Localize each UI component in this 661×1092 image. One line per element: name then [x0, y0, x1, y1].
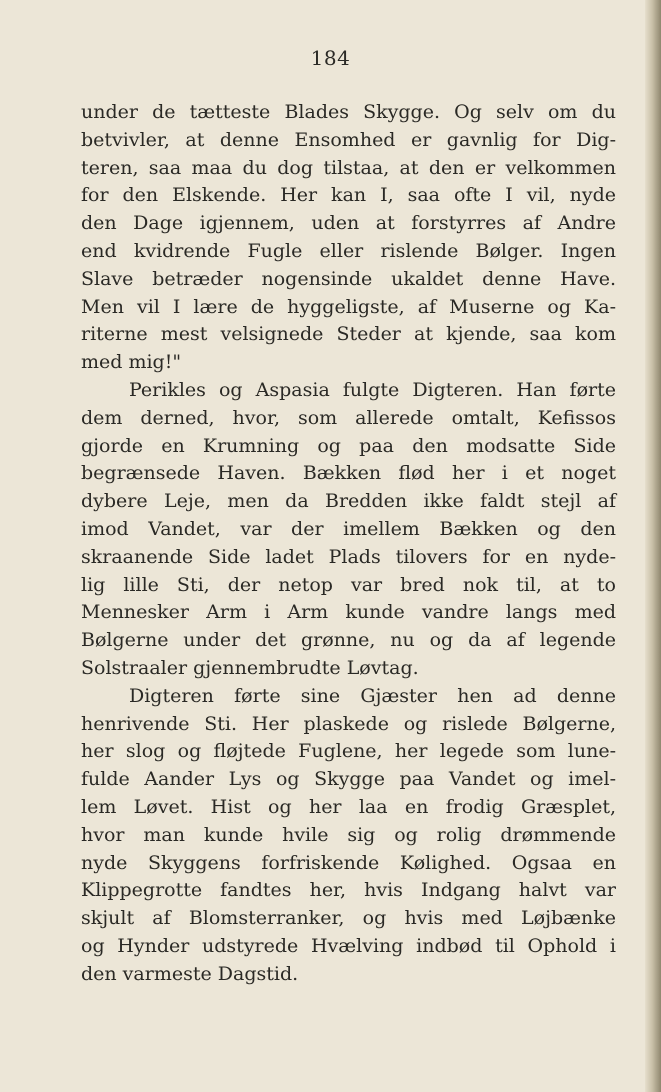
- text-line: riterne mest velsignede Steder at kjende, saa kom: [81, 323, 616, 346]
- text-line: den varmeste Dagstid.: [81, 962, 299, 985]
- text-line: end kvidrende Fugle eller rislende Bølger. Ingen: [81, 239, 616, 262]
- text-line: dem derned, hvor, som allerede omtalt, Kefissos: [81, 406, 616, 429]
- text-line: Men vil I lære de hyggeligste, af Muserne og Ka-: [81, 295, 616, 318]
- text-line: Slave betræder nogensinde ukaldet denne Have.: [81, 267, 616, 290]
- text-line: betvivler, at denne Ensomhed er gavnlig for Dig-: [81, 128, 616, 151]
- text-line: imod Vandet, var der imellem Bækken og den: [81, 517, 616, 540]
- text-line: skraanende Side ladet Plads tilovers for en nyde-: [81, 545, 616, 568]
- text-line: begrænsede Haven. Bækken flød her i et noget: [81, 462, 616, 485]
- text-line: lem Løvet. Hist og her laa en frodig Græsplet,: [81, 795, 616, 818]
- text-line: Mennesker Arm i Arm kunde vandre langs med: [81, 601, 616, 624]
- text-line: gjorde en Krumning og paa den modsatte Side: [81, 434, 616, 457]
- text-line: henrivende Sti. Her plaskede og rislede Bølgerne,: [81, 712, 616, 735]
- body-text: [81, 99, 616, 989]
- text-line: Perikles og Aspasia fulgte Digteren. Han førte: [129, 378, 616, 401]
- text-line: Digteren førte sine Gjæster hen ad denne: [129, 684, 616, 707]
- page-number: 184: [310, 46, 351, 70]
- text-line: lig lille Sti, der netop var bred nok til, at to: [81, 573, 616, 596]
- text-line: dybere Leje, men da Bredden ikke faldt stejl af: [81, 490, 616, 513]
- text-line: Klippegrotte fandtes her, hvis Indgang halvt var: [81, 879, 616, 902]
- text-line: her slog og fløjtede Fuglene, her legede som lune-: [81, 740, 616, 763]
- text-line: den Dage igjennem, uden at forstyrres af Andre: [81, 212, 616, 235]
- text-line: for den Elskende. Her kan I, saa ofte I vil, nyde: [81, 184, 616, 207]
- text-line: Solstraaler gjennembrudte Løvtag.: [81, 656, 419, 679]
- text-line: Bølgerne under det grønne, nu og da af legende: [81, 629, 616, 652]
- text-line: og Hynder udstyrede Hvælving indbød til Ophold i: [81, 934, 616, 957]
- text-line: med mig!": [81, 351, 182, 374]
- page-edge: [645, 0, 661, 1092]
- text-line: teren, saa maa du dog tilstaa, at den er velkommen: [81, 156, 616, 179]
- text-line: under de tætteste Blades Skygge. Og selv om du: [81, 101, 616, 123]
- text-line: fulde Aander Lys og Skygge paa Vandet og imel-: [81, 768, 616, 791]
- text-line: hvor man kunde hvile sig og rolig drømmende: [81, 823, 616, 846]
- text-line: skjult af Blomsterranker, og hvis med Løjbænke: [81, 907, 616, 930]
- text-line: nyde Skyggens forfriskende Kølighed. Ogsaa en: [81, 851, 616, 874]
